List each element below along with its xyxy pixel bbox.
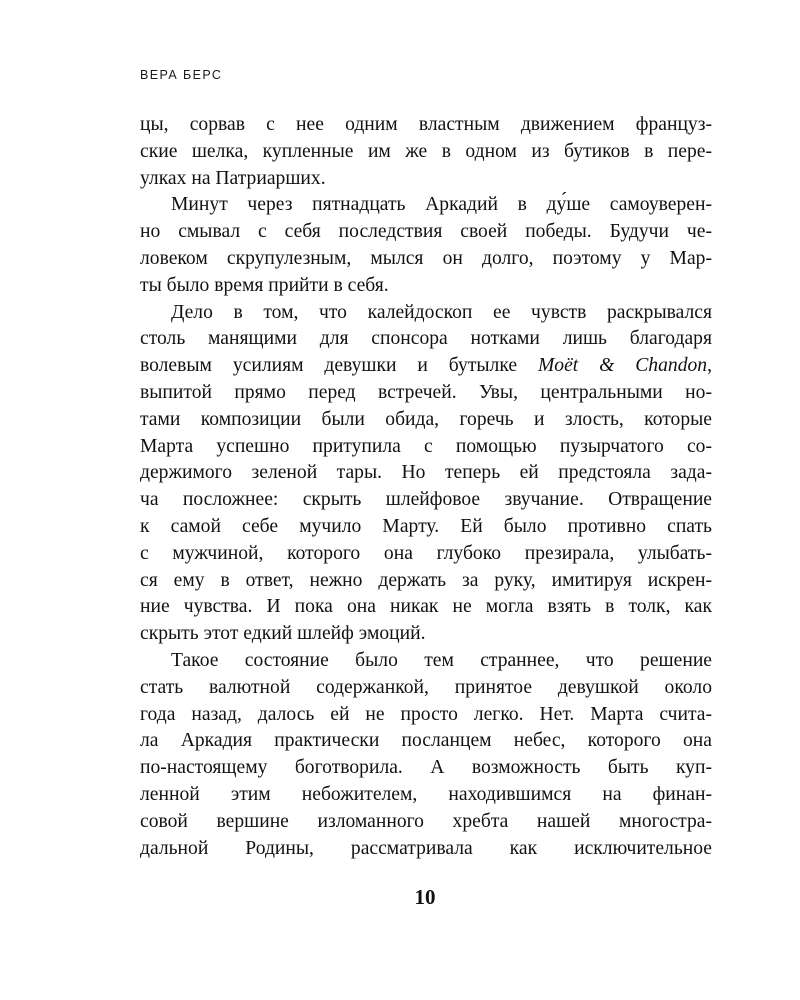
- text-line: Минут через пятнадцать Аркадий в ду́ше самоуверен-: [171, 194, 712, 216]
- text-line: но смывал с себя последствия своей победы. Будучи че-: [140, 221, 712, 243]
- page-number: 10: [414, 885, 436, 909]
- text-line: Такое состояние было тем страннее, что решение: [171, 649, 712, 671]
- body-text: [140, 112, 712, 862]
- text-line: Дело в том, что калейдоскоп ее чувств раскрывался: [171, 301, 712, 323]
- text-line: дальной Родины, рассматривала как исключительное: [140, 837, 712, 859]
- text-line: ча посложнее: скрыть шлейфовое звучание. Отвращение: [140, 489, 712, 511]
- brand-suffix: ,: [707, 355, 712, 377]
- text-segment: волевым усилиям девушки и бутылке: [140, 355, 538, 377]
- running-head: ВЕРА БЕРС: [140, 68, 223, 82]
- text-line: ние чувства. И пока она никак не могла взять в толк, как: [140, 596, 712, 618]
- text-line: Марта успешно притупила с помощью пузырчатого со-: [140, 435, 712, 457]
- text-line: цы, сорвав с нее одним властным движением француз-: [140, 114, 712, 135]
- text-line: тами композиции были обида, горечь и злость, которые: [140, 408, 712, 430]
- text-line: по-настоящему боготворила. А возможность быть куп-: [140, 757, 712, 779]
- text-line: к самой себе мучило Марту. Ей было противно спать: [140, 515, 712, 537]
- text-line: ленной этим небожителем, находившимся на финан-: [140, 783, 712, 805]
- text-line: скрыть этот едкий шлейф эмоций.: [140, 623, 426, 645]
- text-line: совой вершине изломанного хребта нашей многостра-: [140, 810, 712, 832]
- text-line: ся ему в ответ, нежно держать за руку, имитируя искрен-: [140, 569, 712, 591]
- text-line: столь манящими для спонсора нотками лишь благодаря: [140, 328, 712, 350]
- text-line: держимого зеленой тары. Но теперь ей предстояла зада-: [140, 462, 712, 484]
- text-line-with-brand: [140, 353, 712, 380]
- text-line: года назад, далось ей не просто легко. Нет. Марта счита-: [140, 703, 712, 725]
- text-line: ла Аркадия практически посланцем небес, которого она: [140, 730, 712, 752]
- brand-name: Moët & Chandon: [537, 355, 708, 377]
- text-line: с мужчиной, которого она глубоко презирала, улыбать-: [140, 542, 712, 564]
- text-line: ловеком скрупулезным, мылся он долго, поэтому у Мар-: [140, 247, 712, 269]
- text-line: стать валютной содержанкой, принятое девушкой около: [140, 676, 712, 698]
- text-line: ты было время прийти в себя.: [140, 274, 389, 296]
- text-line: улках на Патриарших.: [140, 167, 326, 189]
- text-line: ские шелка, купленные им же в одном из бутиков в пере-: [140, 140, 712, 162]
- text-line: выпитой прямо перед встречей. Увы, центральными но-: [140, 381, 712, 403]
